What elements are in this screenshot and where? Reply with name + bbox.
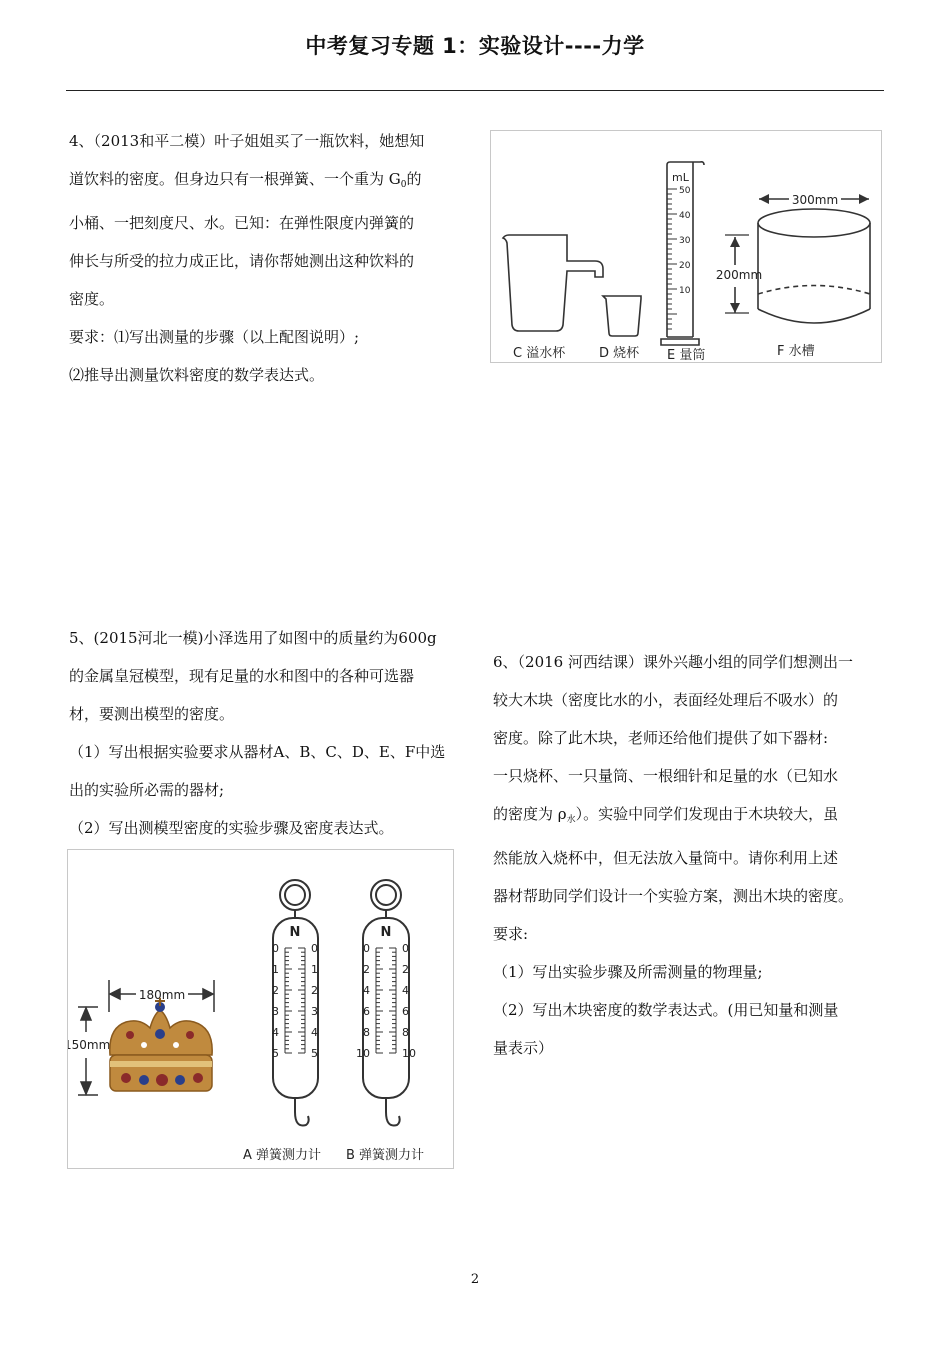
q6-line: 然能放入烧杯中，但无法放入量筒中。请你利用上述 <box>493 849 839 867</box>
scale-b-tick-label: 6 <box>363 1005 370 1018</box>
page-number: 2 <box>470 1272 480 1287</box>
scale-b-tick-label: 10 <box>402 1047 416 1060</box>
scale-a-tick-label: 1 <box>272 963 279 976</box>
label-a: A 弹簧测力计 <box>243 1148 322 1163</box>
q5-line: 出的实验所必需的器材; <box>69 781 225 799</box>
q6-line <box>493 795 888 839</box>
scale-a-tick-label: 1 <box>311 963 318 976</box>
crown-height-label: 150mm <box>68 1038 111 1052</box>
scale-b-unit: N <box>380 925 392 940</box>
crown-icon <box>110 998 212 1091</box>
scale-b-tick-label: 2 <box>363 963 370 976</box>
cylinder-tick-label: 50 <box>679 186 691 196</box>
scale-b-tick-label: 10 <box>356 1047 370 1060</box>
scale-b-tick-label: 0 <box>402 942 409 955</box>
scale-a-tick-label: 4 <box>272 1026 279 1039</box>
q6-line: 器材帮助同学们设计一个实验方案，测出木块的密度。 <box>493 887 854 905</box>
q5-line: （2）写出测模型密度的实验步骤及密度表达式。 <box>69 819 394 837</box>
scale-a-tick-label: 2 <box>272 984 279 997</box>
q6-line: 较大木块（密度比水的小，表面经处理后不吸水）的 <box>493 691 839 709</box>
q4-line: ⑵推导出测量饮料密度的数学表达式。 <box>69 366 325 384</box>
q6-line: 密度。除了此木块，老师还给他们提供了如下器材: <box>493 729 829 747</box>
q5-line: 5、(2015河北一模)小泽选用了如图中的质量约为600g <box>69 629 437 647</box>
cylinder-tick-label: 40 <box>679 211 691 221</box>
q4-line: 密度。 <box>69 290 115 308</box>
label-b: B 弹簧测力计 <box>346 1148 425 1163</box>
title-divider <box>66 90 884 91</box>
q4-line <box>69 160 469 204</box>
q4-text: 道饮料的密度。但身边只有一根弹簧、一个重为 G <box>69 170 401 188</box>
scale-a-tick-label: 5 <box>311 1047 318 1060</box>
q4-line: 小桶、一把刻度尺、水。已知：在弹性限度内弹簧的 <box>69 214 415 232</box>
scale-a-tick-label: 0 <box>272 942 279 955</box>
q6-line: （2）写出木块密度的数学表达式。(用已知量和测量 <box>493 1001 839 1019</box>
q6-line: 6、（2016 河西结课）课外兴趣小组的同学们想测出一 <box>493 653 853 671</box>
overflow-cup-icon <box>503 235 603 331</box>
q5-line: 材，要测出模型的密度。 <box>69 705 235 723</box>
label-f: F 水槽 <box>777 344 815 359</box>
q6-text: 的密度为 ρ <box>493 805 567 823</box>
spring-scale-a-icon <box>273 880 318 1125</box>
q6-line: （1）写出实验步骤及所需测量的物理量; <box>493 963 763 981</box>
scale-b-tick-label: 4 <box>402 984 409 997</box>
label-c: C 溢水杯 <box>513 346 566 361</box>
page-title: 中考复习专题 1：实验设计----力学 <box>305 34 645 58</box>
scale-b-tick-label: 6 <box>402 1005 409 1018</box>
q6-line: 量表示） <box>493 1039 554 1057</box>
crown-scales-illustration <box>68 850 453 1168</box>
scale-a-tick-label: 2 <box>311 984 318 997</box>
q4-subscript: 0 <box>400 180 407 190</box>
crown-scales-figure <box>67 849 454 1169</box>
q4-line: 伸长与所受的拉力成正比，请你帮她测出这种饮料的 <box>69 252 415 270</box>
question-6 <box>493 643 888 1067</box>
q4-line: 要求：⑴写出测量的步骤（以上配图说明）; <box>69 328 360 346</box>
label-e: E 量筒 <box>667 348 706 362</box>
scale-a-unit: N <box>289 925 301 940</box>
q4-line: 4、（2013和平二模）叶子姐姐买了一瓶饮料，她想知 <box>69 132 425 150</box>
cylinder-unit: mL <box>672 171 689 184</box>
q4-text: 的 <box>406 170 422 188</box>
scale-a-tick-label: 3 <box>272 1005 279 1018</box>
question-5 <box>69 619 469 847</box>
q5-line: 的金属皇冠模型，现有足量的水和图中的各种可选器 <box>69 667 415 685</box>
crown-width-label: 180mm <box>138 988 186 1002</box>
water-tank-icon <box>758 209 870 237</box>
scale-b-tick-label: 2 <box>402 963 409 976</box>
cylinder-tick-label: 20 <box>679 261 691 271</box>
q6-subscript: 水 <box>566 815 576 825</box>
scale-b-tick-label: 8 <box>402 1026 409 1039</box>
scale-b-tick-label: 0 <box>363 942 370 955</box>
scale-a-tick-label: 5 <box>272 1047 279 1060</box>
q6-line: 一只烧杯、一只量筒、一根细针和足量的水（已知水 <box>493 767 839 785</box>
q5-line: （1）写出根据实验要求从器材A、B、C、D、E、F中选 <box>69 743 446 761</box>
scale-a-tick-label: 4 <box>311 1026 318 1039</box>
equipment-illustration <box>491 131 881 362</box>
equipment-figure <box>490 130 882 363</box>
question-4 <box>69 122 469 394</box>
scale-b-tick-label: 8 <box>363 1026 370 1039</box>
spring-scale-b-icon <box>363 880 409 1125</box>
scale-a-tick-label: 0 <box>311 942 318 955</box>
label-d: D 烧杯 <box>599 346 640 361</box>
cylinder-tick-label: 10 <box>679 286 691 296</box>
beaker-icon <box>603 296 641 336</box>
cylinder-tick-label: 30 <box>679 236 691 246</box>
q6-text: ）。实验中同学们发现由于木块较大，虽 <box>575 805 839 823</box>
scale-b-tick-label: 4 <box>363 984 370 997</box>
tank-height-label: 200mm <box>715 268 763 282</box>
scale-a-tick-label: 3 <box>311 1005 318 1018</box>
tank-width-label: 300mm <box>791 193 839 207</box>
q6-line: 要求: <box>493 925 529 943</box>
